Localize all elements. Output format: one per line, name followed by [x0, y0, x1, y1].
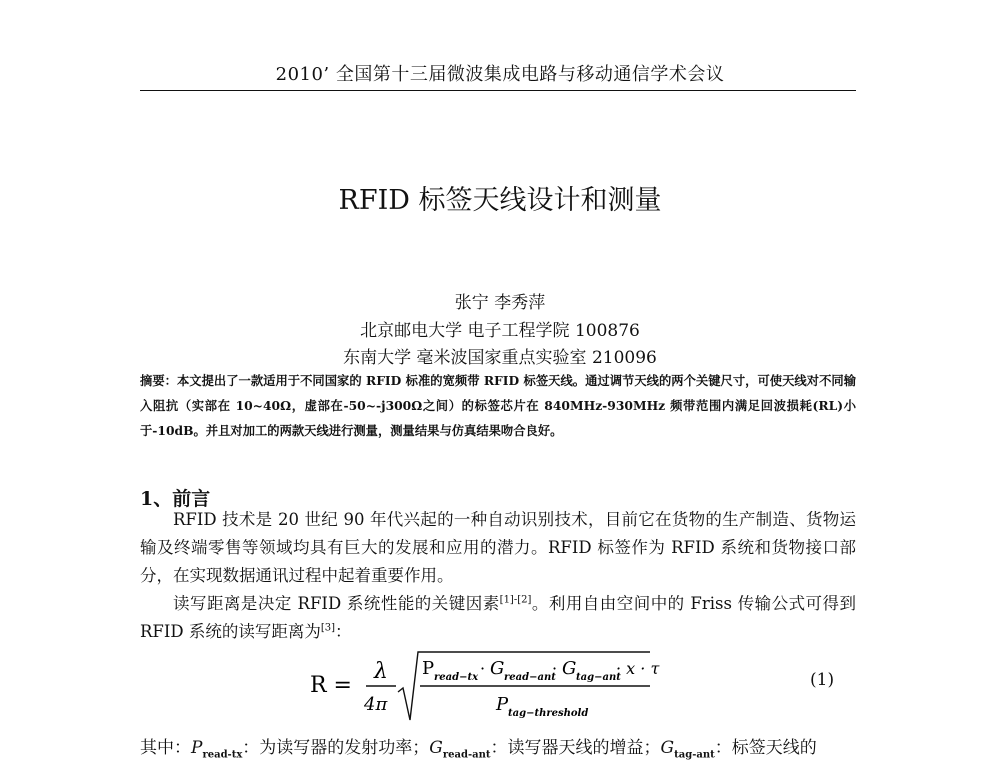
formula-explanation — [140, 734, 856, 769]
numerator-rest: · x · τ — [616, 659, 660, 678]
symbol-g1-desc: ：读写器天线的增益； — [490, 738, 661, 758]
formula-four-pi: 4π — [364, 694, 388, 715]
explanation-prefix: 其中： — [140, 738, 191, 758]
section-heading-introduction: 1、前言 — [140, 488, 211, 510]
symbol-p-sub: read-tx — [202, 749, 243, 761]
dot-2: · — [552, 659, 558, 678]
friis-formula — [300, 648, 740, 724]
numerator-g1: G — [490, 658, 505, 679]
denominator-p: P — [496, 694, 509, 715]
equation-number: (1) — [810, 670, 835, 690]
abstract-label: 摘要： — [140, 373, 177, 388]
symbol-g1: G — [429, 738, 443, 758]
conference-header: 2010’ 全国第十三届微波集成电路与移动通信学术会议 — [275, 64, 725, 85]
sub-read-tx: read−tx — [434, 672, 479, 683]
sub-read-ant: read−ant — [504, 672, 556, 683]
symbol-p: P — [191, 738, 203, 758]
para2-text-b: 。利用自由空间中的 Friss 传输公式可得到 RFID 系统的读写距离为 — [140, 594, 856, 641]
sub-tag-threshold: tag−threshold — [508, 708, 589, 719]
paper-title: RFID 标签天线设计和测量 — [338, 185, 662, 216]
affiliation-2: 东南大学 毫米波国家重点实验室 210096 — [343, 348, 657, 368]
citation-1-2: [1]-[2] — [499, 594, 532, 606]
para2-text-a: 读写距离是决定 RFID 系统性能的关键因素 — [173, 594, 500, 613]
symbol-g2-desc: ：标签天线的 — [714, 738, 817, 758]
para2-text-c: ： — [335, 622, 352, 641]
intro-paragraph-1: RFID 技术是 20 世纪 90 年代兴起的一种自动识别技术，目前它在货物的生产制造、货物运输及终端零售等领域均具有巨大的发展和应用的潜力。RFID 标签作为 RFID 系统和货物接口部分，在实现数据通讯过程中起着重要作用。 — [140, 510, 856, 585]
numerator-g2: G — [562, 658, 577, 679]
symbol-g2: G — [660, 738, 675, 758]
symbol-p-desc: ：为读写器的发射功率； — [242, 738, 430, 758]
dot-1: · — [480, 659, 486, 678]
symbol-g1-sub: read-ant — [442, 749, 491, 761]
formula-lhs: R = — [310, 673, 352, 698]
intro-paragraph-2 — [140, 590, 856, 646]
abstract-text: 本文提出了一款适用于不同国家的 RFID 标准的宽频带 RFID 标签天线。通过调节天线的两个关键尺寸，可使天线对不同输入阻抗（实部在 10~40Ω，虚部在-50~-j300Ω之间）的标签芯片在 840MHz-930MHz 频带范围内满足回波损耗(RL)小于-10dB。并且对加工的两款天线进行测量，测量结果与仿真结果吻合良好。 — [140, 373, 856, 438]
formula-lambda: λ — [374, 659, 388, 684]
sub-tag-ant: tag−ant — [576, 672, 621, 683]
numerator-p: P — [422, 658, 435, 679]
affiliation-1: 北京邮电大学 电子工程学院 100876 — [360, 321, 640, 341]
citation-3: [3] — [320, 622, 336, 634]
author-names: 张宁 李秀萍 — [454, 293, 546, 313]
abstract — [140, 368, 856, 443]
header-rule — [140, 90, 856, 91]
symbol-g2-sub: tag-ant — [674, 749, 715, 761]
